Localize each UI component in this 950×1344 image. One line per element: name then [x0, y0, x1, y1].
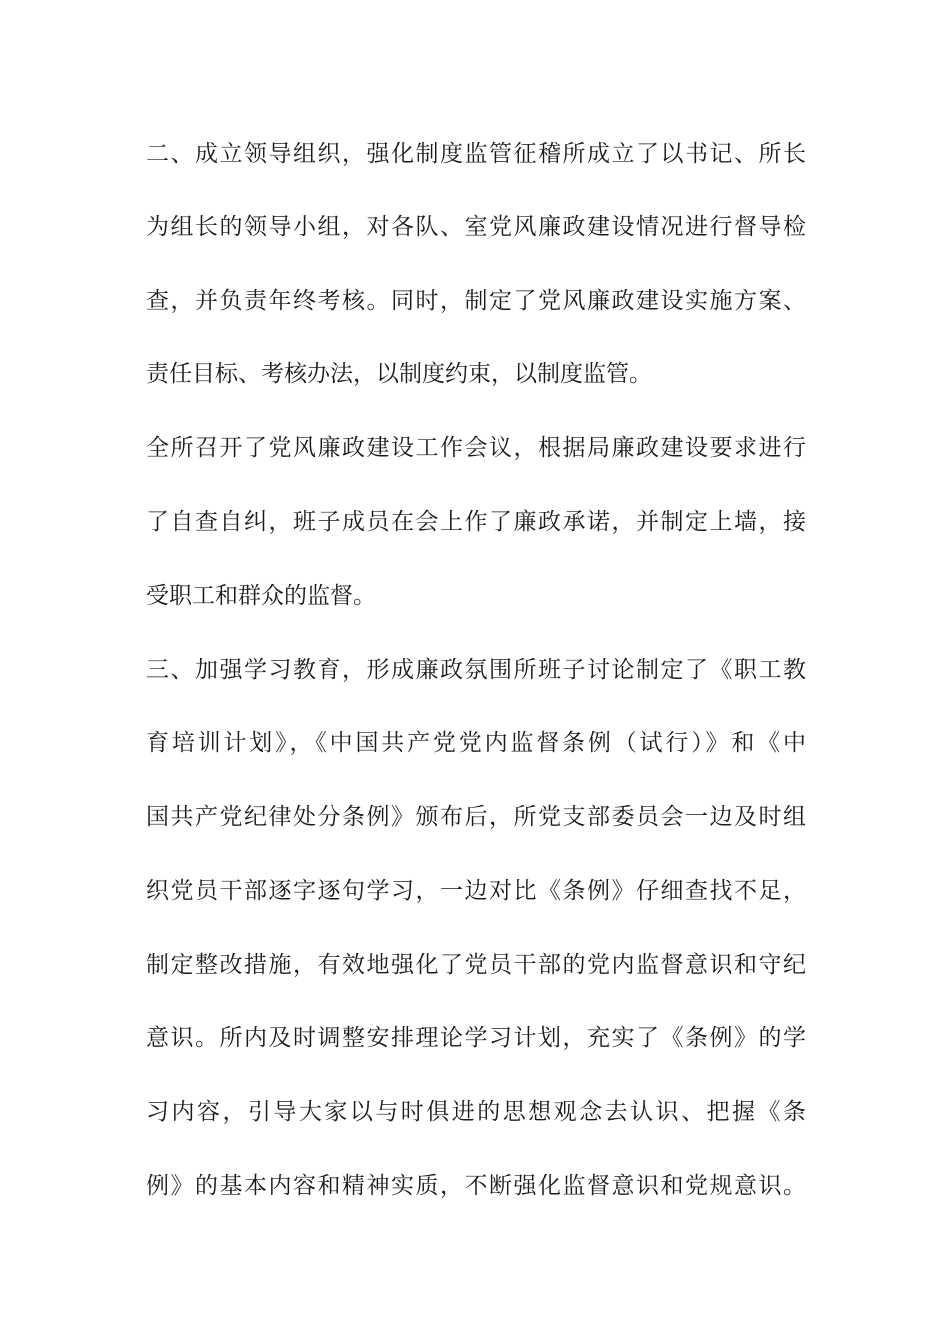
text-line: 例》的基本内容和精神实质，不断强化监督意识和党规意识。 [146, 1173, 806, 1199]
text-line: 意识。所内及时调整安排理论学习计划，充实了《条例》的学 [146, 1025, 806, 1051]
text-line: 育培训计划》，《中国共产党党内监督条例（试行）》和《中 [146, 730, 806, 756]
text-line: 习内容，引导大家以与时俱进的思想观念去认识、把握《条 [146, 1099, 806, 1125]
text-line: 查，并负责年终考核。同时，制定了党风廉政建设实施方案、 [146, 288, 806, 314]
text-line: 织党员干部逐字逐句学习，一边对比《条例》仔细查找不足， [146, 878, 806, 904]
text-line: 三、加强学习教育，形成廉政氛围所班子讨论制定了《职工教 [146, 657, 806, 683]
text-line: 了自查自纠，班子成员在会上作了廉政承诺，并制定上墙，接 [146, 509, 806, 535]
text-line: 责任目标、考核办法，以制度约束，以制度监管。 [146, 361, 652, 387]
text-line: 为组长的领导小组，对各队、室党风廉政建设情况进行督导检 [146, 214, 806, 240]
text-line: 国共产党纪律处分条例》颁布后，所党支部委员会一边及时组 [146, 804, 806, 830]
text-line: 全所召开了党风廉政建设工作会议，根据局廉政建设要求进行 [146, 435, 806, 461]
text-line: 受职工和群众的监督。 [146, 583, 376, 609]
text-line: 制定整改措施，有效地强化了党员干部的党内监督意识和守纪 [146, 952, 806, 978]
text-line: 二、成立领导组织，强化制度监管征稽所成立了以书记、所长 [146, 141, 806, 167]
